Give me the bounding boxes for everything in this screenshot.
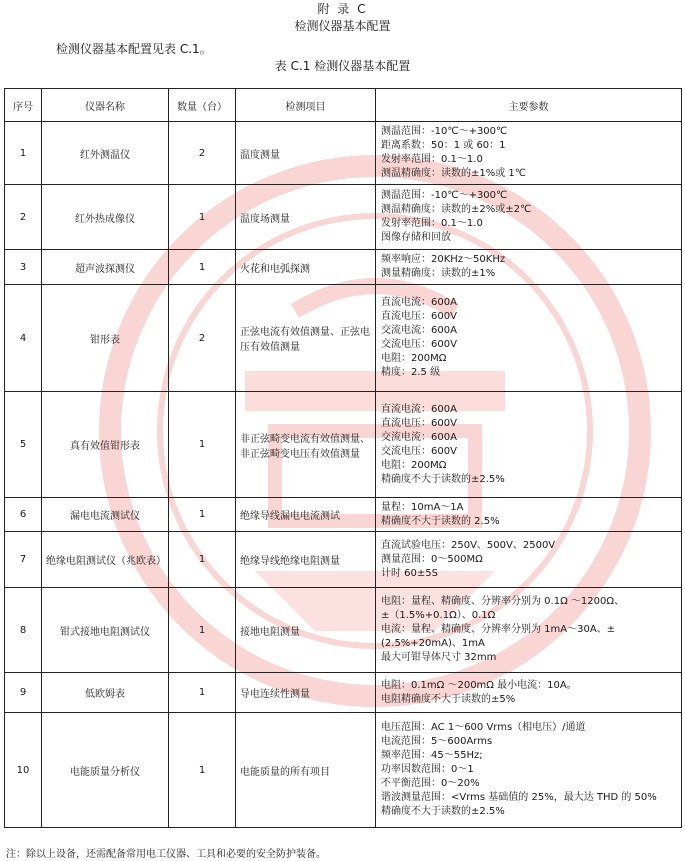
param-line: 量程：10mA～1A	[381, 501, 464, 513]
param-line: 电阻：0.1mΩ ～200mΩ 最小电流：10A。	[381, 679, 577, 691]
param-line: 最大可钳导体尺寸 32mm	[381, 652, 497, 663]
cell-name: 红外热成像仪	[42, 185, 169, 250]
table-row	[5, 498, 682, 532]
cell-item: 导电连续性测量	[236, 673, 376, 713]
param-line: 精确度不大于读数的±2.5%	[381, 806, 505, 817]
cell-item: 温度测量	[236, 122, 376, 185]
param-line: 发射率范围：0.1～1.0	[381, 218, 483, 229]
cell-no: 1	[5, 122, 42, 185]
cell-name: 钳式接地电阻测试仪	[42, 588, 169, 673]
param-line: 不平衡范围：0～20%	[381, 778, 480, 789]
table-row	[5, 122, 682, 185]
cell-item: 电能质量的所有项目	[236, 713, 376, 828]
cell-name: 超声波探测仪	[42, 250, 169, 285]
cell-name: 漏电电流测试仪	[42, 498, 169, 532]
cell-params	[376, 498, 682, 532]
table-header-row	[5, 89, 682, 122]
cell-no: 4	[5, 285, 42, 392]
param-line: 测量范围：0～500MΩ	[381, 553, 483, 565]
param-line: 电压范围：AC 1～600 Vrms（相电压）/通道	[381, 722, 586, 733]
table-row	[5, 185, 682, 250]
param-line: 直流电流：600A	[381, 297, 457, 308]
cell-item: 绝缘导线绝缘电阻测量	[236, 532, 376, 588]
param-line: 直流试验电压：250V、500V、2500V	[381, 539, 556, 551]
cell-params	[376, 122, 682, 185]
param-line: 频率范围：45～55Hz;	[381, 750, 483, 761]
instrument-table	[4, 88, 682, 828]
cell-name: 绝缘电阻测试仪（兆欧表）	[42, 532, 169, 588]
cell-qty: 1	[169, 532, 236, 588]
appendix-title: 检测仪器基本配置	[294, 19, 391, 33]
table-row	[5, 532, 682, 588]
param-line: 交流电压：600V	[381, 445, 457, 457]
cell-qty: 1	[169, 392, 236, 498]
cell-no: 3	[5, 250, 42, 285]
cell-no: 6	[5, 498, 42, 532]
cell-params	[376, 532, 682, 588]
cell-params	[376, 250, 682, 285]
appendix-label: 附 录 C	[317, 2, 368, 16]
param-line: 频率响应：20KHz～50KHz	[381, 254, 506, 265]
cell-params	[376, 588, 682, 673]
table-caption: 表 C.1 检测仪器基本配置	[274, 59, 411, 73]
cell-qty: 2	[169, 122, 236, 185]
param-line: 直流电压：600V	[381, 417, 457, 429]
cell-no: 2	[5, 185, 42, 250]
cell-qty: 1	[169, 498, 236, 532]
header-name: 仪器名称	[42, 89, 169, 122]
param-line: 测量精确度：读数的±1%	[381, 268, 496, 279]
param-line: 功率因数范围：0～1	[381, 764, 474, 775]
param-line: 精确度不大于读数的 2.5%	[381, 515, 500, 527]
cell-params	[376, 392, 682, 498]
cell-params	[376, 185, 682, 250]
table-row	[5, 713, 682, 828]
table-row	[5, 285, 682, 392]
param-line: 发射率范围：0.1～1.0	[381, 154, 483, 165]
param-line: 交流电流：600A	[381, 325, 457, 336]
table-row	[5, 588, 682, 673]
cell-params	[376, 285, 682, 392]
cell-qty: 1	[169, 673, 236, 713]
cell-item: 非正弦畸变电流有效值测量、非正弦畸变电压有效值测量	[236, 392, 376, 498]
param-line: 电流：量程、精确度、分辨率分别为 1mA～30A、±(2.5%+20mA)、1mA	[381, 624, 616, 649]
param-line: 电阻：200MΩ	[381, 353, 447, 364]
cell-name: 电能质量分析仪	[42, 713, 169, 828]
param-line: 测温精确度：读数的±1%或 1℃	[381, 168, 527, 179]
cell-item: 火花和电弧探测	[236, 250, 376, 285]
table-row	[5, 250, 682, 285]
table-body	[5, 122, 682, 828]
param-line: 直流电流：600A	[381, 403, 457, 415]
param-line: 图像存储和回放	[381, 232, 451, 243]
cell-name: 红外测温仪	[42, 122, 169, 185]
param-line: 电阻精确度不大于读数的±5%	[381, 693, 516, 705]
param-line: 电流范围：5～600Arms	[381, 736, 493, 747]
header-item: 检测项目	[236, 89, 376, 122]
param-line: 精确度不大于读数的±2.5%	[381, 473, 505, 485]
param-line: 谐波测量范围：<Vrms 基础值的 25%，最大达 THD 的 50%	[381, 792, 657, 803]
cell-name: 钳形表	[42, 285, 169, 392]
footnote: 注：除以上设备，还需配备常用电工仪器、工具和必要的安全防护装备。	[6, 849, 326, 860]
param-line: 电阻：量程、精确度、分辨率分别为 0.1Ω ～1200Ω、±（1.5%+0.1Ω）、0.1Ω	[381, 596, 624, 621]
cell-qty: 1	[169, 588, 236, 673]
cell-no: 7	[5, 532, 42, 588]
param-line: 距离系数：50：1 或 60：1	[381, 140, 506, 151]
table-row	[5, 392, 682, 498]
param-line: 测温范围：-10℃～+300℃	[381, 190, 508, 201]
cell-name: 低欧姆表	[42, 673, 169, 713]
table-row	[5, 673, 682, 713]
cell-no: 9	[5, 673, 42, 713]
cell-name: 真有效值钳形表	[42, 392, 169, 498]
param-line: 交流电压：600V	[381, 339, 457, 350]
cell-item: 绝缘导线漏电电流测试	[236, 498, 376, 532]
param-line: 测温范围：-10℃～+300℃	[381, 126, 508, 137]
param-line: 电阻：200MΩ	[381, 459, 447, 471]
header-params: 主要参数	[376, 89, 682, 122]
param-line: 直流电压：600V	[381, 311, 457, 322]
param-line: 计时 60±5S	[381, 567, 438, 579]
param-line: 精度：2.5 级	[381, 367, 441, 378]
cell-params	[376, 673, 682, 713]
cell-no: 5	[5, 392, 42, 498]
cell-no: 10	[5, 713, 42, 828]
cell-no: 8	[5, 588, 42, 673]
cell-qty: 1	[169, 713, 236, 828]
cell-item: 正弦电流有效值测量、正弦电压有效值测量	[236, 285, 376, 392]
intro-paragraph: 检测仪器基本配置见表 C.1。	[56, 42, 212, 56]
document-header	[0, 1, 685, 35]
param-line: 测温精确度：读数的±2%或±2℃	[381, 204, 532, 215]
cell-qty: 2	[169, 285, 236, 392]
param-line: 交流电流：600A	[381, 431, 457, 443]
cell-qty: 1	[169, 250, 236, 285]
header-qty: 数量（台）	[169, 89, 236, 122]
cell-qty: 1	[169, 185, 236, 250]
header-no: 序号	[5, 89, 42, 122]
cell-item: 温度场测量	[236, 185, 376, 250]
cell-params	[376, 713, 682, 828]
cell-item: 接地电阻测量	[236, 588, 376, 673]
